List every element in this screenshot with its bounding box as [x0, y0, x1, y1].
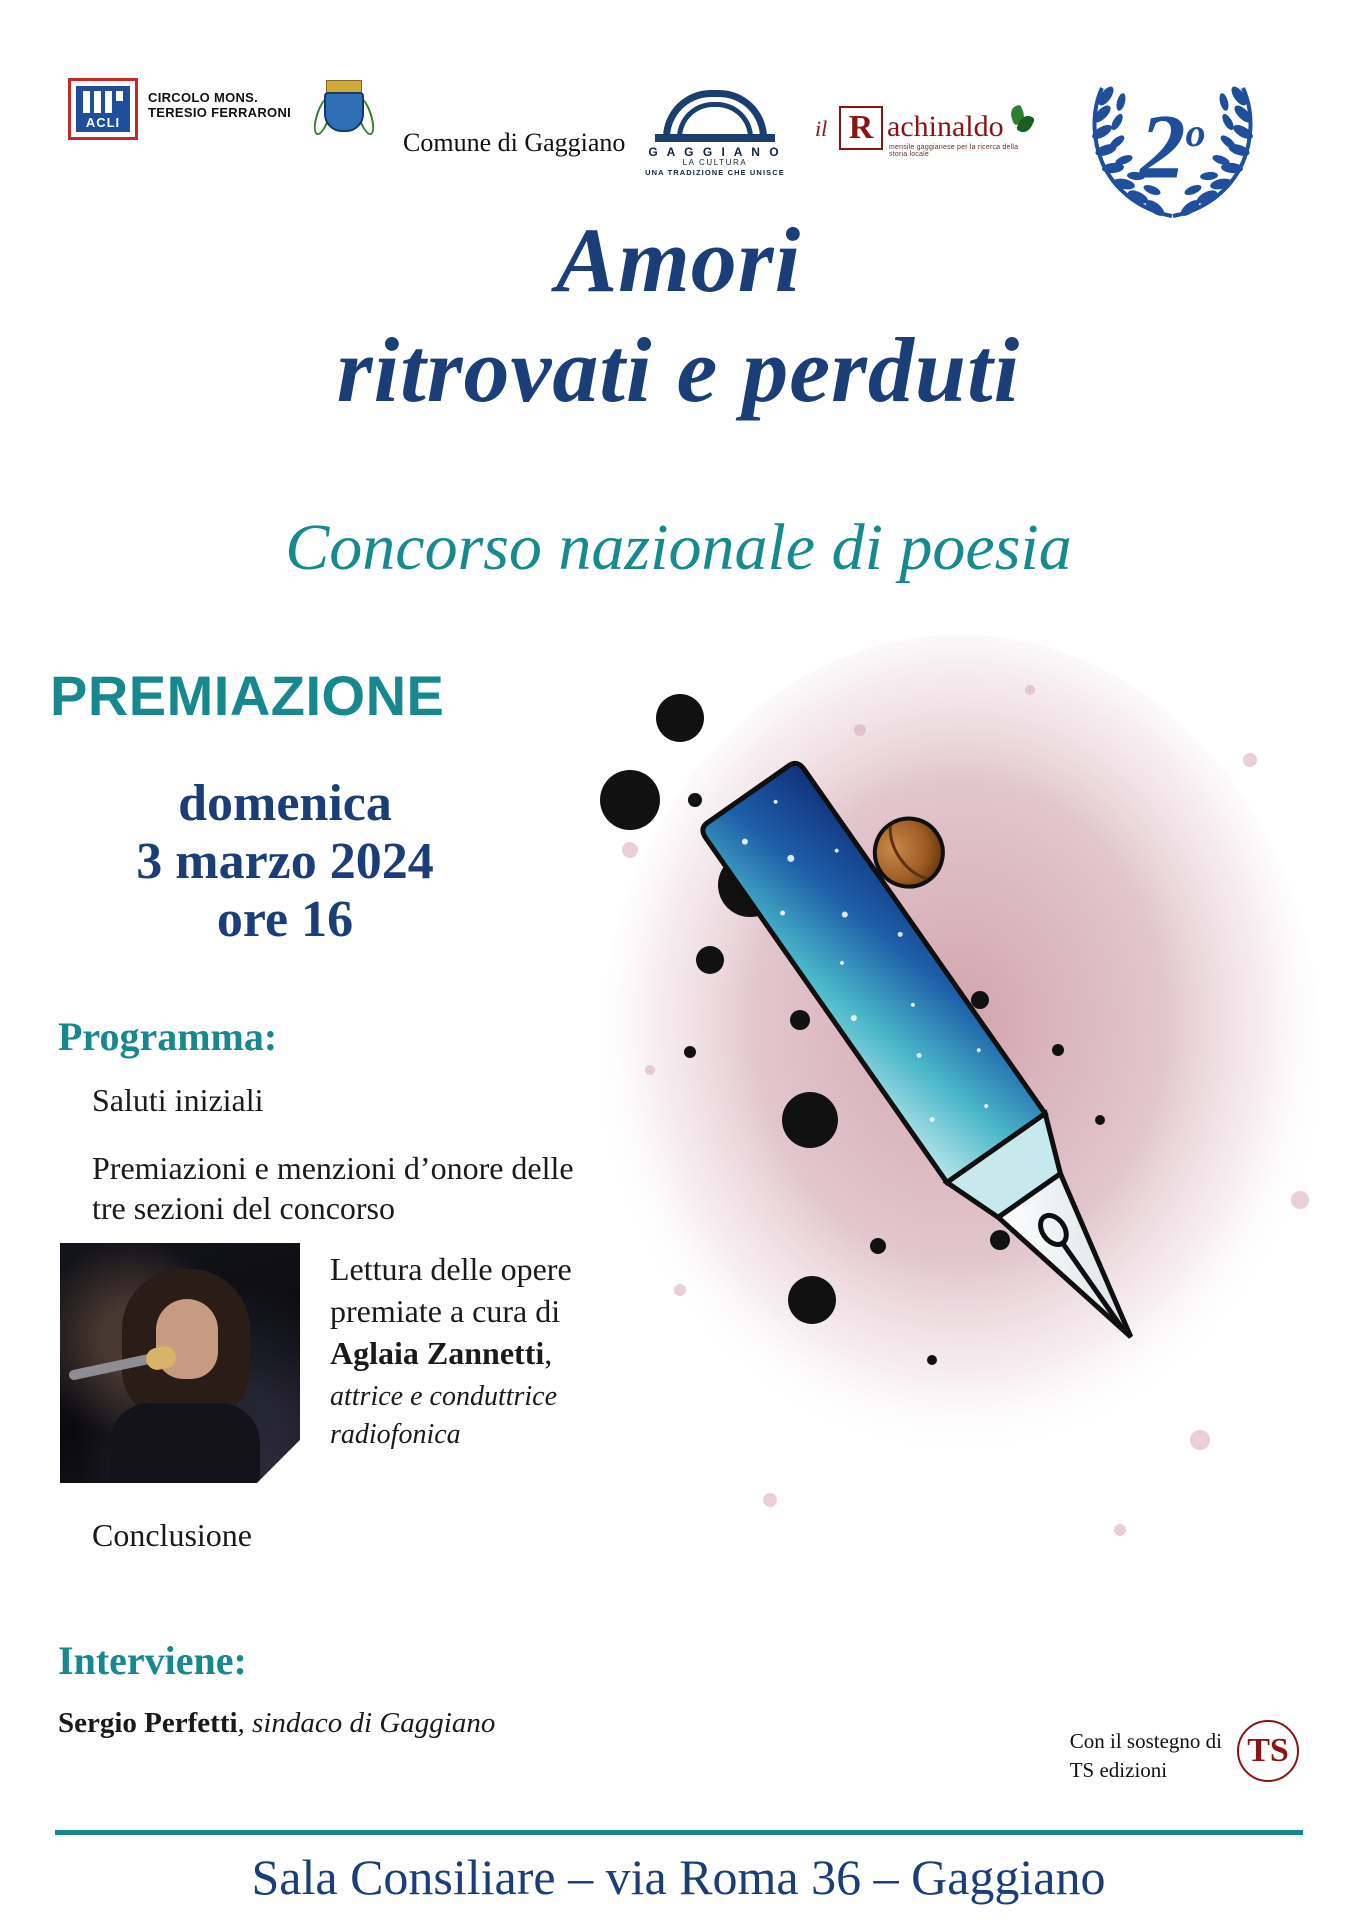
gaggiano-logo-name: G A G G I A N O: [648, 145, 782, 159]
rachinaldo-initial: R: [839, 106, 883, 150]
sponsor-note-line1: Con il sostegno di: [1069, 1729, 1222, 1753]
programme-heading: Programma:: [58, 1014, 278, 1059]
programme-item-3-comma: ,: [544, 1335, 553, 1371]
speaker-name: Sergio Perfetti: [58, 1707, 238, 1739]
speaker-heading: Interviene:: [58, 1638, 247, 1683]
reader-portrait-photo: [60, 1243, 300, 1483]
rachinaldo-word: achinaldo: [887, 110, 1004, 143]
programme-item-4: Conclusione: [92, 1517, 252, 1553]
page-subtitle: Concorso nazionale di poesia: [285, 511, 1072, 584]
gaggiano-logo-sub1: LA CULTURA: [682, 158, 748, 167]
acli-logo-icon: [68, 78, 138, 140]
speaker-role: , sindaco di Gaggiano: [237, 1707, 496, 1739]
acli-circle-line2: TERESIO FERRARONI: [148, 105, 292, 120]
programme-item-3: [330, 1248, 630, 1454]
title-line-2: ritrovati e perduti: [336, 319, 1021, 421]
footer-divider: [55, 1830, 1303, 1835]
ts-edizioni-logo-icon: TS: [1237, 1720, 1299, 1782]
pen-illustration: [560, 600, 1357, 1600]
event-date: 3 marzo 2024: [136, 833, 434, 890]
municipal-crest-icon: [318, 78, 370, 144]
title-line-1: Amori: [555, 209, 802, 311]
speaker-entry: [58, 1707, 495, 1740]
sponsor-logo-row: [0, 40, 1357, 198]
rachinaldo-tagline: mensile gaggianese per la ricerca della storia locale: [889, 144, 1019, 158]
programme-item-3-prefix: Lettura delle opere premiate a cura di: [330, 1251, 572, 1329]
rachinaldo-article: il: [815, 116, 828, 141]
venue-address: Sala Consiliare – via Roma 36 – Gaggiano: [251, 1849, 1106, 1905]
acli-mark-label: ACLI: [85, 115, 121, 130]
acli-circle-line1: CIRCOLO MONS.: [148, 90, 259, 105]
acli-circle-name: [148, 90, 291, 120]
rachinaldo-logo-icon: [815, 100, 1035, 170]
holly-leaf-icon: [1011, 106, 1035, 136]
reader-role: attrice e conduttrice radiofonica: [330, 1381, 558, 1450]
laurel-wreath-icon: [1080, 58, 1265, 223]
sponsor-note: [1070, 1727, 1222, 1785]
edition-number: 2$^o$: [1139, 95, 1206, 198]
page-title: [0, 205, 1357, 425]
event-time: ore 16: [216, 891, 354, 948]
reader-name: Aglaia Zannetti: [330, 1335, 545, 1371]
award-ceremony-heading: PREMIAZIONE: [50, 664, 445, 727]
event-day: domenica: [178, 775, 392, 832]
comune-label: Comune di Gaggiano: [403, 128, 626, 157]
programme-item-1: Saluti iniziali: [92, 1082, 264, 1118]
programme-item-2: Premiazioni e menzioni d’onore delle tre sezioni del concorso: [92, 1150, 574, 1226]
event-date-block: [50, 775, 520, 949]
gaggiano-cultura-logo-icon: [645, 88, 785, 177]
sponsor-note-line2: TS edizioni: [1069, 1758, 1168, 1782]
gaggiano-logo-sub2: UNA TRADIZIONE CHE UNISCE: [645, 168, 785, 177]
